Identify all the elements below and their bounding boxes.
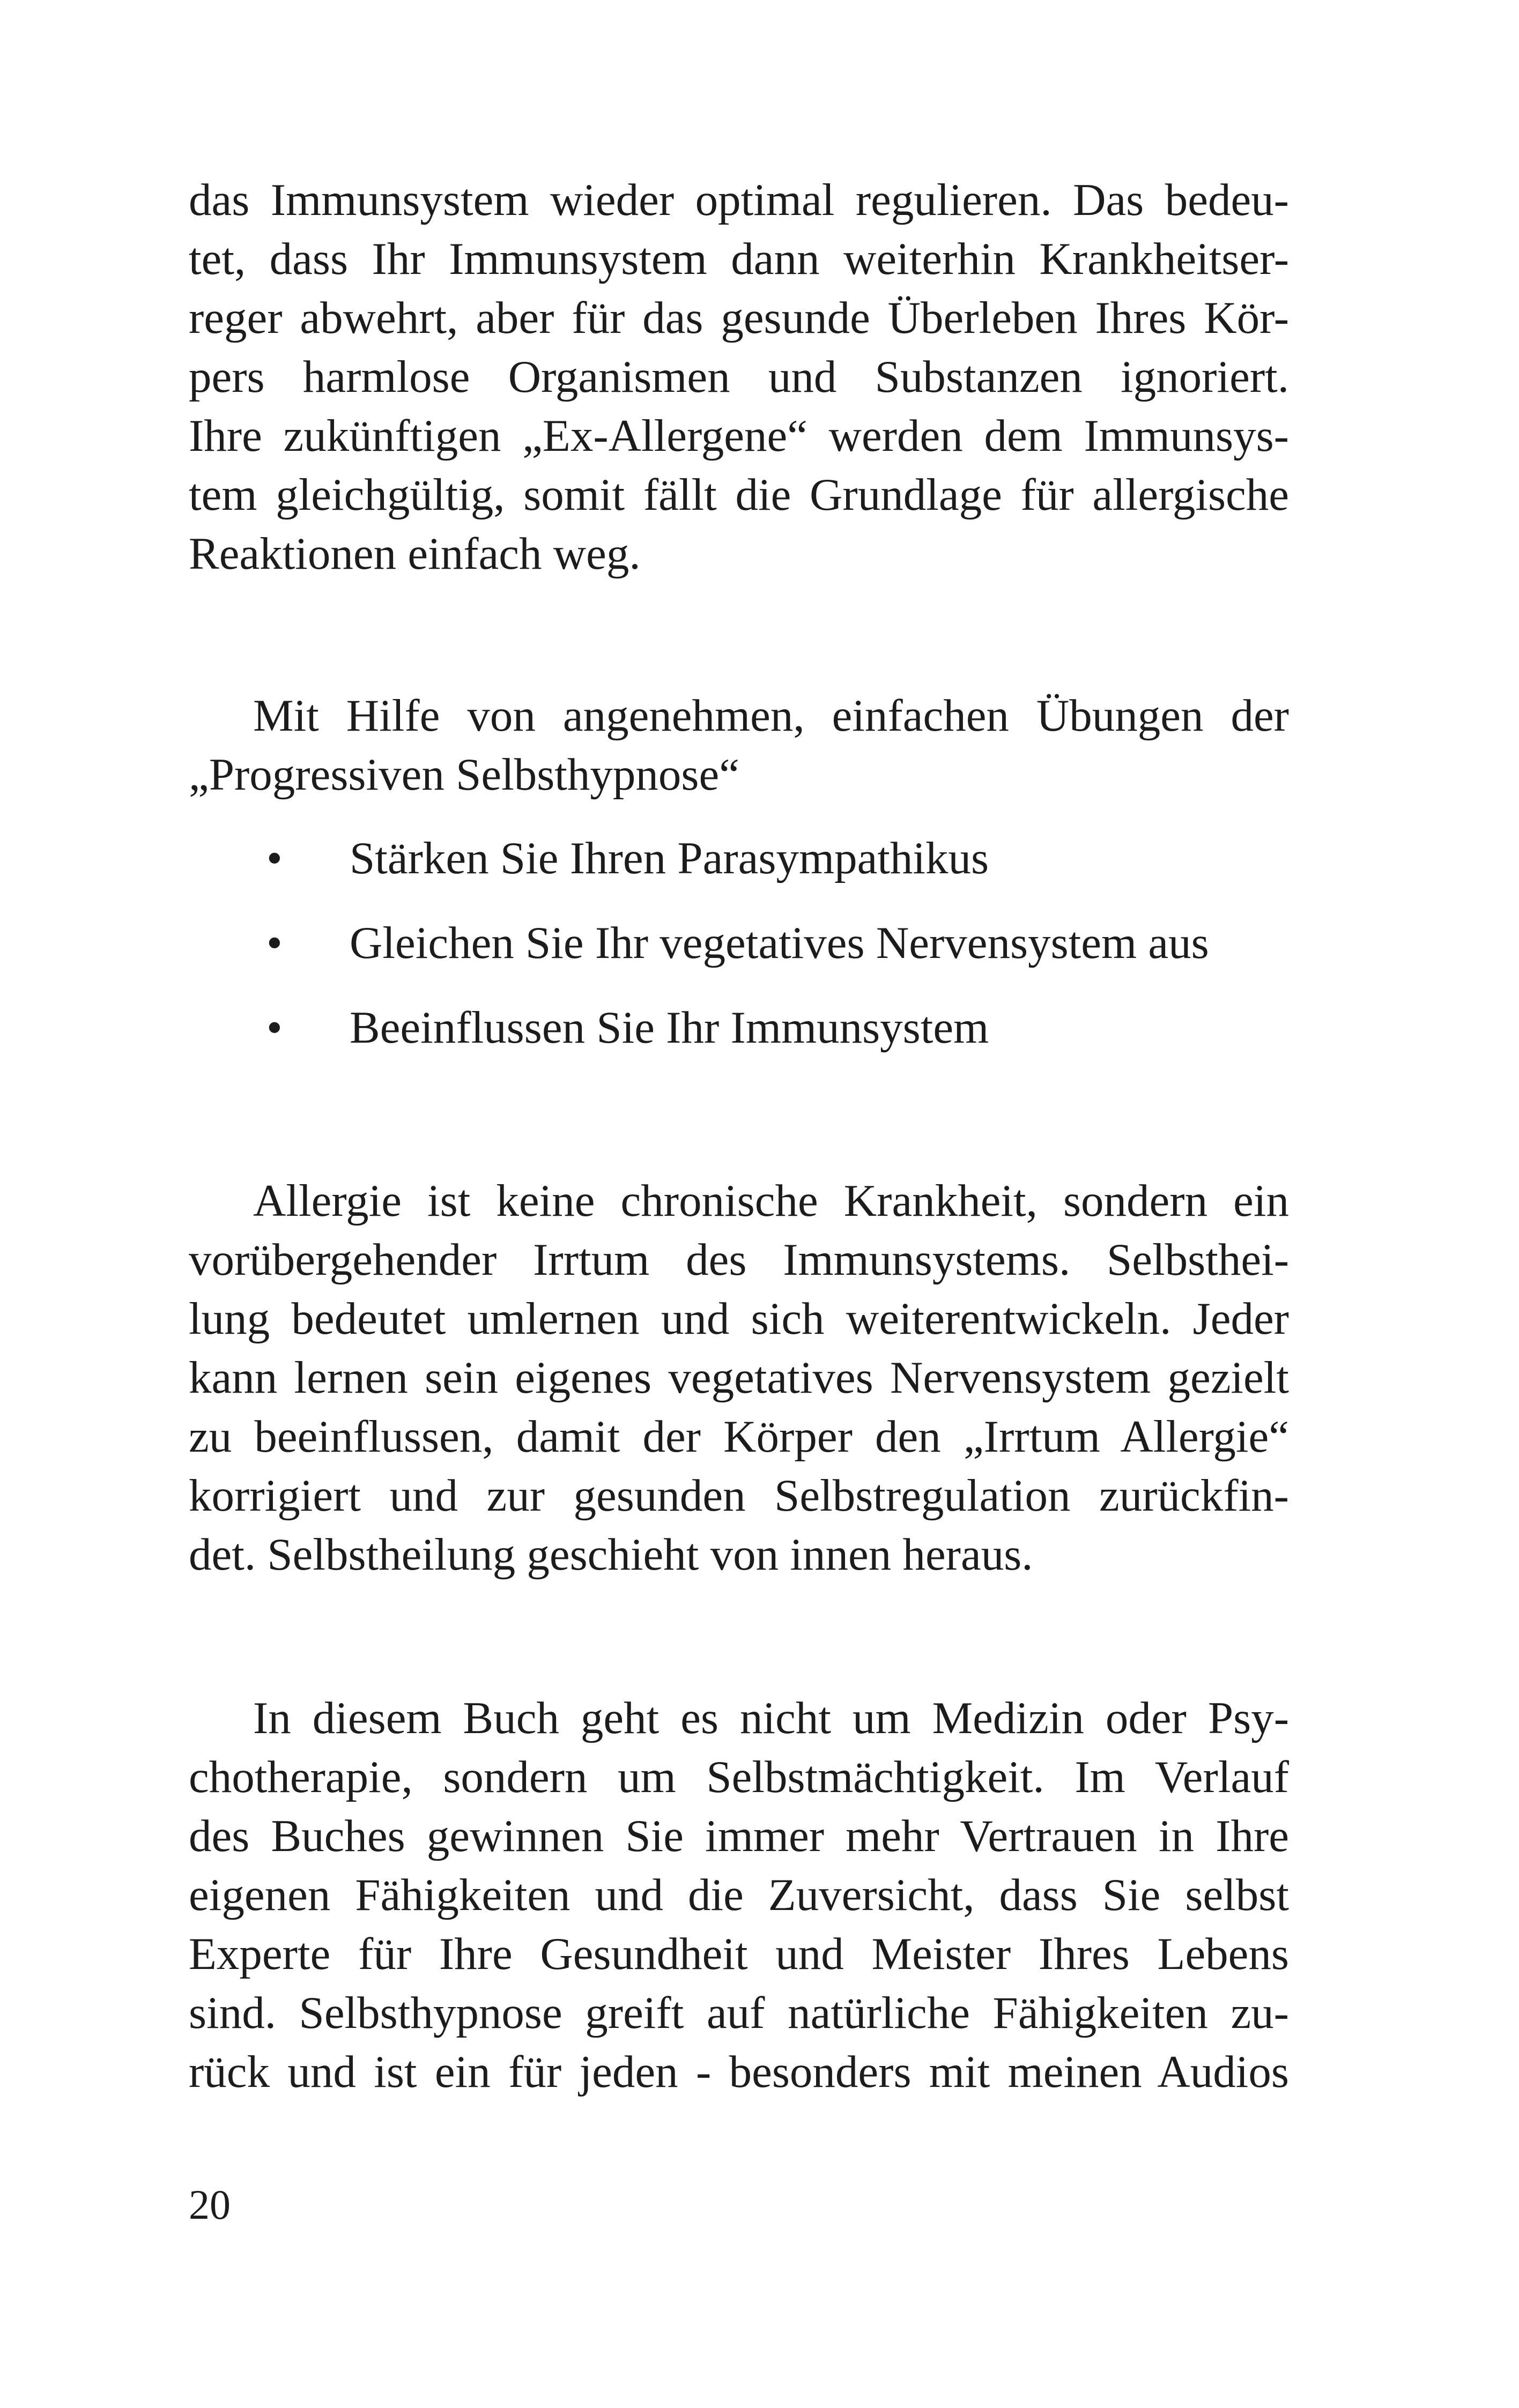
- text-line: „Progressiven Selbsthypnose“: [189, 749, 739, 800]
- text-line: lung bedeutet umlernen und sich weiterentwickeln. Jeder: [189, 1294, 1289, 1344]
- list-item: [189, 998, 1289, 1057]
- paragraph-immune-regulation: [189, 170, 1289, 583]
- text-line: tet, dass Ihr Immunsystem dann weiterhin Krankheitser-: [189, 234, 1289, 284]
- text-line: eigenen Fähigkeiten und die Zuversicht, dass Sie selbst: [189, 1870, 1289, 1920]
- text-line: det. Selbstheilung geschieht von innen heraus.: [189, 1529, 1033, 1580]
- paragraph-list-intro: [189, 686, 1289, 804]
- text-line: chotherapie, sondern um Selbstmächtigkeit. Im Verlauf: [189, 1752, 1289, 1802]
- list-item-text: Stärken Sie Ihren Parasympathikus: [350, 833, 989, 883]
- text-line: tem gleichgültig, somit fällt die Grundlage für allergische: [189, 470, 1289, 520]
- paragraph-allergy-error: [189, 1171, 1289, 1584]
- text-line: pers harmlose Organismen und Substanzen ignoriert.: [189, 352, 1289, 402]
- bullet-icon: •: [266, 1002, 283, 1053]
- text-line: Reaktionen einfach weg.: [189, 529, 641, 579]
- list-item: [189, 829, 1289, 888]
- text-line: kann lernen sein eigenes vegetatives Nervensystem gezielt: [189, 1352, 1289, 1403]
- paragraph-self-empowerment: [189, 1689, 1289, 2101]
- text-line: sind. Selbsthypnose greift auf natürliche Fähigkeiten zu-: [189, 1988, 1289, 2038]
- text-line: Mit Hilfe von angenehmen, einfachen Übungen der: [253, 690, 1289, 741]
- text-line: reger abwehrt, aber für das gesunde Überleben Ihres Kör-: [189, 293, 1289, 343]
- bullet-icon: •: [266, 918, 283, 968]
- page-number: 20: [189, 2181, 231, 2228]
- text-line: vorübergehender Irrtum des Immunsystems. Selbsthei-: [189, 1235, 1289, 1285]
- text-line: zu beeinflussen, damit der Körper den „Irrtum Allergie“: [189, 1411, 1289, 1462]
- text-line: Experte für Ihre Gesundheit und Meister Ihres Lebens: [189, 1929, 1289, 1979]
- text-line: rück und ist ein für jeden - besonders mit meinen Audios: [189, 2047, 1289, 2097]
- text-line: des Buches gewinnen Sie immer mehr Vertrauen in Ihre: [189, 1811, 1289, 1861]
- text-line: korrigiert und zur gesunden Selbstregulation zurückfin-: [189, 1470, 1289, 1521]
- text-line: Allergie ist keine chronische Krankheit, sondern ein: [253, 1176, 1289, 1226]
- list-item-text: Beeinflussen Sie Ihr Immunsystem: [350, 1002, 989, 1053]
- list-item: [189, 913, 1289, 972]
- bullet-list: [189, 829, 1289, 1083]
- text-line: Ihre zukünftigen „Ex-Allergene“ werden dem Immunsys-: [189, 411, 1289, 461]
- text-line: das Immunsystem wieder optimal regulieren. Das bedeu-: [189, 175, 1289, 225]
- text-line: In diesem Buch geht es nicht um Medizin oder Psy-: [253, 1693, 1289, 1743]
- bullet-icon: •: [266, 833, 283, 883]
- list-item-text: Gleichen Sie Ihr vegetatives Nervensystem aus: [350, 918, 1209, 968]
